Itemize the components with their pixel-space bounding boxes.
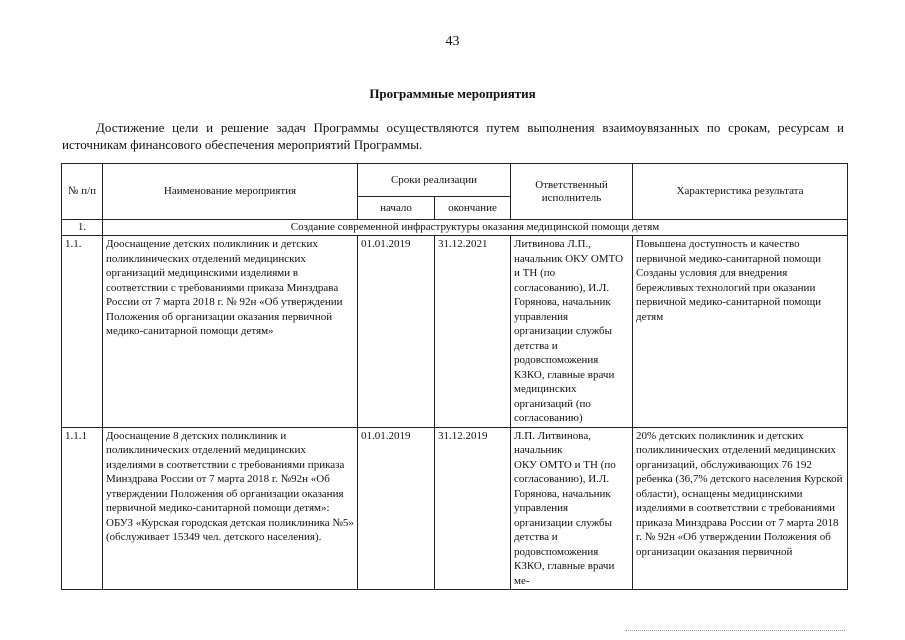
intro-paragraph: Достижение цели и решение задач Программы осуществляются путем выполнения взаимоувязанных по срокам, ресурсам и источникам финансового обеспечения мероприятий Программы. (62, 120, 844, 152)
page-number: 43 (445, 34, 460, 49)
program-activities-table (61, 163, 848, 590)
section-row (62, 220, 848, 236)
row-responsible: Литвинова Л.П., начальник ОКУ ОМТО и ТН (по согласованию), И.Л. Горянова, начальник управления организации службы детства и родовспоможения КЗКО, главные врачи медицинских организаций (по согласованию) (511, 236, 633, 428)
row-result: 20% детских поликлиник и детских поликлинических отделений медицинских организаций, обслуживающих 76 192 ребенка (36,7% детского населения Курской области), оснащены медицинскими изделиями в соответствии с требованиями приказа Минздрава России от 7 марта 2018 г. № 92н «Об утверждении Положения об организации оказания первичной (633, 427, 848, 590)
scan-artifact (625, 630, 845, 633)
section-title: Создание современной инфраструктуры оказания медицинской помощи детям (103, 220, 848, 236)
table-row (62, 427, 848, 590)
row-end: 31.12.2019 (435, 427, 511, 590)
header-end: окончание (435, 197, 511, 220)
row-start: 01.01.2019 (358, 427, 435, 590)
row-responsible (511, 427, 633, 590)
table-row (62, 236, 848, 428)
section-num: 1. (62, 220, 103, 236)
row-end: 31.12.2021 (435, 236, 511, 428)
row-result-text-1: Повышена доступность и качество первичной медико-санитарной помощи (636, 238, 822, 265)
row-num: 1.1. (62, 236, 103, 428)
table-header-row (62, 164, 848, 197)
header-responsible: Ответственный исполнитель (511, 164, 633, 220)
header-terms: Сроки реализации (358, 164, 511, 197)
header-num: № п/п (62, 164, 103, 220)
row-name (103, 427, 358, 590)
row-responsible-text-2: ОКУ ОМТО и ТН (по согласованию), И.Л. Горянова, начальник управления организации службы детства и родовспоможения КЗКО, главные врачи ме- (514, 458, 616, 587)
header-start: начало (358, 197, 435, 220)
row-result-text-2: Созданы условия для внедрения бережливых технологий при оказании первичной медико-санитарной помощи детям (636, 267, 822, 323)
row-start: 01.01.2019 (358, 236, 435, 428)
row-num: 1.1.1 (62, 427, 103, 590)
row-result (633, 236, 848, 428)
row-name-text-2: ОБУЗ «Курская городская детская поликлиника №5» (обслуживает 15349 чел. детского населения). (106, 516, 354, 543)
row-name-text-1: Дооснащение 8 детских поликлиник и поликлинических отделений медицинских изделиями в соответствии с требованиями приказа Минздрава России от 7 марта 2018 г. №92н «Об утверждении Положения об организации оказания первичной медико-санитарной помощи детям»: (106, 429, 345, 514)
header-name: Наименование мероприятия (103, 164, 358, 220)
row-name: Дооснащение детских поликлиник и детских поликлинических отделений медицинских организаций медицинскими изделиями в соответствии с требованиями приказа Минздрава России от 7 марта 2018 г. № 92н «Об утверждении Положения об организации оказания первичной медико-санитарной помощи детям» (103, 236, 358, 428)
row-responsible-text-1: Л.П. Литвинова, начальник (514, 429, 591, 456)
header-result: Характеристика результата (633, 164, 848, 220)
document-title: Программные мероприятия (369, 86, 536, 101)
